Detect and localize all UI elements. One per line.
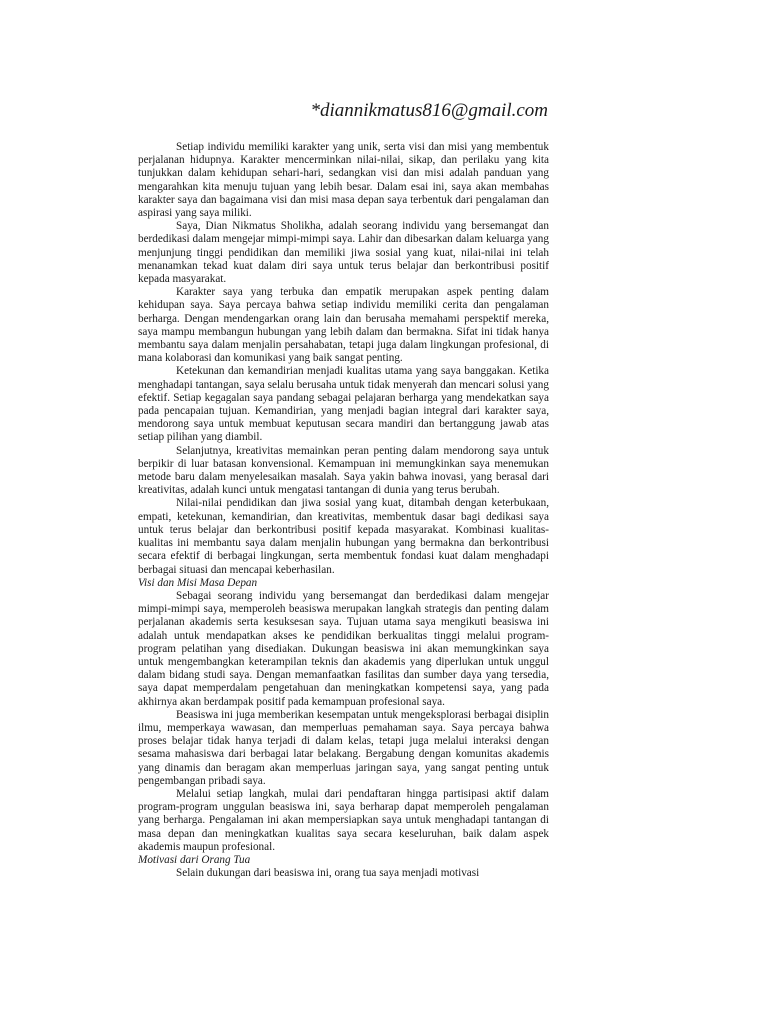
essay-body bbox=[138, 141, 549, 880]
paragraph: Sebagai seorang individu yang bersemangat dan berdedikasi dalam mengejar mimpi-mimpi saya, memperoleh beasiswa merupakan langkah strategis dan penting dalam perjalanan akademis serta kesuksesan saya. Tujuan utama saya mengikuti beasiswa ini adalah untuk mendapatkan akses ke pendidikan berkualitas tinggi melalui program-program pelatihan yang disediakan. Dukungan beasiswa ini akan memungkinkan saya untuk mengembangkan keterampilan teknis dan akademis yang diperlukan untuk unggul dalam bidang studi saya. Dengan memanfaatkan fasilitas dan sumber daya yang tersedia, saya dapat memperdalam pengetahuan dan meningkatkan kompetensi saya, yang pada akhirnya akan berdampak positif pada kemampuan profesional saya. bbox=[138, 589, 549, 708]
paragraph: Karakter saya yang terbuka dan empatik merupakan aspek penting dalam kehidupan saya. Saya percaya bahwa setiap individu memiliki cerita dan pengalaman berharga. Dengan mendengarkan orang lain dan berusaha memahami perspektif mereka, saya mampu membangun hubungan yang lebih dalam dan bermakna. Sifat ini tidak hanya membantu saya dalam menjalin persahabatan, tetapi juga dalam lingkungan profesional, di mana kolaborasi dan komunikasi yang baik sangat penting. bbox=[138, 286, 549, 365]
paragraph: Setiap individu memiliki karakter yang unik, serta visi dan misi yang membentuk perjalanan hidupnya. Karakter mencerminkan nilai-nilai, sikap, dan perilaku yang kita tunjukkan dalam kehidupan sehari-hari, sedangkan visi dan misi adalah panduan yang mengarahkan kita menuju tujuan yang lebih besar. Dalam esai ini, saya akan membahas karakter saya dan bagaimana visi dan misi masa depan saya terbentuk dari pengalaman dan aspirasi yang saya miliki. bbox=[138, 141, 549, 220]
paragraph: Saya, Dian Nikmatus Sholikha, adalah seorang individu yang bersemangat dan berdedikasi dalam mengejar mimpi-mimpi saya. Lahir dan dibesarkan dalam keluarga yang menjunjung tinggi pendidikan dan memiliki jiwa sosial yang kuat, nilai-nilai ini telah menanamkan tekad kuat dalam diri saya untuk terus belajar dan berkontribusi positif kepada masyarakat. bbox=[138, 220, 549, 286]
section-heading: Motivasi dari Orang Tua bbox=[138, 853, 251, 866]
paragraph: Beasiswa ini juga memberikan kesempatan untuk mengeksplorasi berbagai disiplin ilmu, memperkaya wawasan, dan memperluas pemahaman saya. Saya percaya bahwa proses belajar tidak hanya terjadi di dalam kelas, tetapi juga melalui interaksi dengan sesama mahasiswa dari berbagai latar belakang. Bergabung dengan komunitas akademis yang dinamis dan beragam akan memperluas jaringan saya, yang sangat penting untuk pengembangan pribadi saya. bbox=[138, 708, 549, 787]
author-email: *diannikmatus816@gmail.com bbox=[310, 100, 548, 121]
paragraph: Nilai-nilai pendidikan dan jiwa sosial yang kuat, ditambah dengan keterbukaan, empati, ketekunan, kemandirian, dan kreativitas, membentuk dasar bagi dedikasi saya untuk terus belajar dan berkontribusi positif kepada masyarakat. Kombinasi kualitas-kualitas ini membantu saya dalam menjalin hubungan yang bermakna dan berkontribusi secara efektif di berbagai lingkungan, serta membentuk fondasi kuat dalam menghadapi berbagai situasi dan mencapai keberhasilan. bbox=[138, 497, 549, 576]
paragraph: Selanjutnya, kreativitas memainkan peran penting dalam mendorong saya untuk berpikir di luar batasan konvensional. Kemampuan ini memungkinkan saya menemukan metode baru dalam menyelesaikan masalah. Saya yakin bahwa inovasi, yang berasal dari kreativitas, adalah kunci untuk mengatasi tantangan di dunia yang terus berubah. bbox=[138, 444, 549, 497]
paragraph: Melalui setiap langkah, mulai dari pendaftaran hingga partisipasi aktif dalam program-program unggulan beasiswa ini, saya berharap dapat memperoleh pengalaman yang berharga. Pengalaman ini akan mempersiapkan saya untuk menghadapi tantangan di masa depan dan meningkatkan kualitas saya secara keseluruhan, baik dalam aspek akademis maupun profesional. bbox=[138, 787, 549, 853]
section-heading: Visi dan Misi Masa Depan bbox=[138, 576, 258, 589]
paragraph: Ketekunan dan kemandirian menjadi kualitas utama yang saya banggakan. Ketika menghadapi tantangan, saya selalu berusaha untuk tidak menyerah dan mencari solusi yang efektif. Setiap kegagalan saya pandang sebagai pelajaran berharga yang mendekatkan saya pada pencapaian tujuan. Kemandirian, yang menjadi bagian integral dari karakter saya, mendorong saya untuk membuat keputusan secara mandiri dan bertanggung jawab atas setiap pilihan yang diambil. bbox=[138, 365, 549, 444]
paragraph: Selain dukungan dari beasiswa ini, orang tua saya menjadi motivasi bbox=[176, 867, 480, 880]
